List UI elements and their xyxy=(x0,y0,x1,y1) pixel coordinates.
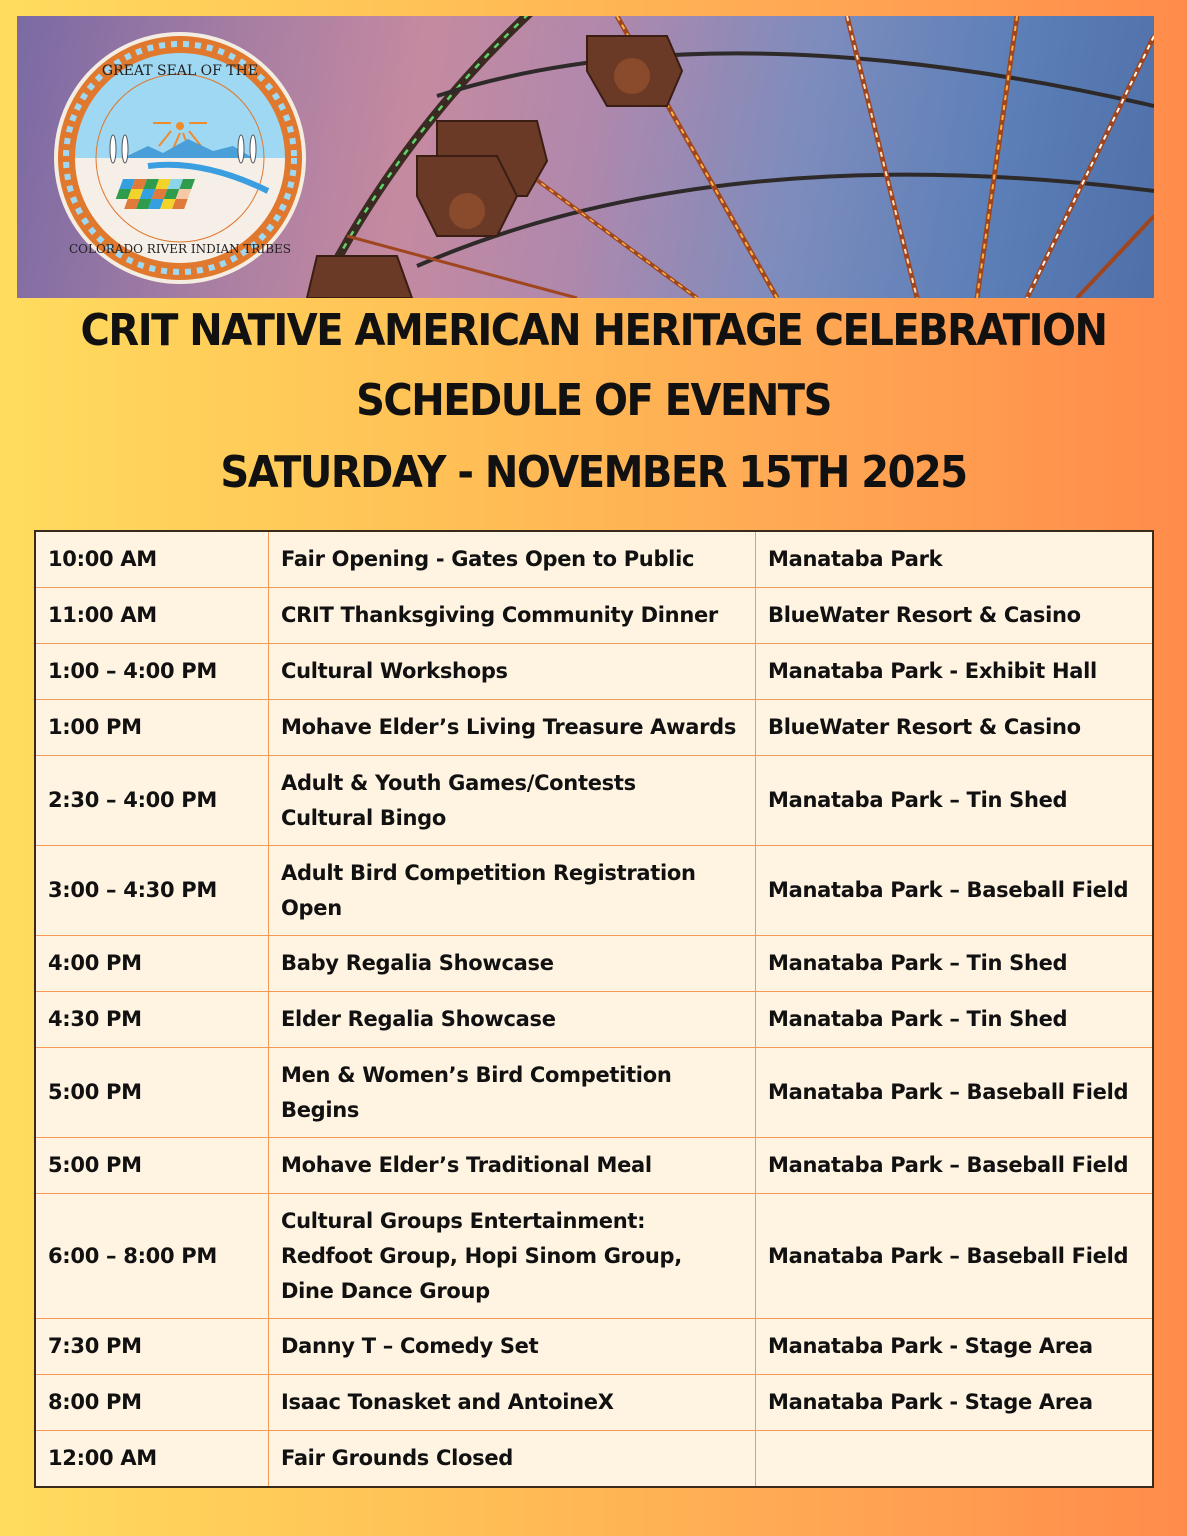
event-cell: Mohave Elder’s Living Treasure Awards xyxy=(269,700,756,756)
location-cell: Manataba Park - Stage Area xyxy=(756,1319,1154,1375)
location-cell xyxy=(756,1431,1154,1488)
location-cell: Manataba Park xyxy=(756,531,1154,588)
time-cell: 1:00 – 4:00 PM xyxy=(35,644,269,700)
event-line: Cultural Bingo xyxy=(281,805,446,830)
event-title: CRIT NATIVE AMERICAN HERITAGE CELEBRATION xyxy=(80,306,1107,356)
event-cell xyxy=(269,756,756,846)
time-cell: 10:00 AM xyxy=(35,531,269,588)
table-row xyxy=(35,1319,1153,1375)
location-cell: Manataba Park – Tin Shed xyxy=(756,992,1154,1048)
event-line: Dine Dance Group xyxy=(281,1278,490,1303)
schedule-table xyxy=(34,530,1154,1488)
table-row xyxy=(35,588,1153,644)
event-date: SATURDAY - NOVEMBER 15TH 2025 xyxy=(220,448,967,498)
location-cell: Manataba Park – Tin Shed xyxy=(756,936,1154,992)
event-cell xyxy=(269,1194,756,1319)
time-cell: 6:00 – 8:00 PM xyxy=(35,1194,269,1319)
table-row xyxy=(35,756,1153,846)
event-cell: Baby Regalia Showcase xyxy=(269,936,756,992)
location-cell: Manataba Park – Baseball Field xyxy=(756,1138,1154,1194)
location-cell: Manataba Park – Baseball Field xyxy=(756,1048,1154,1138)
event-cell: Isaac Tonasket and AntoineX xyxy=(269,1375,756,1431)
tribal-seal-logo xyxy=(53,31,307,285)
event-cell: Cultural Workshops xyxy=(269,644,756,700)
location-cell: Manataba Park - Stage Area xyxy=(756,1375,1154,1431)
event-cell: CRIT Thanksgiving Community Dinner xyxy=(269,588,756,644)
time-cell: 5:00 PM xyxy=(35,1048,269,1138)
location-cell: Manataba Park – Baseball Field xyxy=(756,846,1154,936)
time-cell: 4:00 PM xyxy=(35,936,269,992)
time-cell: 7:30 PM xyxy=(35,1319,269,1375)
event-line: Cultural Groups Entertainment: xyxy=(281,1208,646,1233)
table-row xyxy=(35,1048,1153,1138)
time-cell: 4:30 PM xyxy=(35,992,269,1048)
event-line: Adult & Youth Games/Contests xyxy=(281,770,636,795)
svg-text:COLORADO RIVER INDIAN TRIBES: COLORADO RIVER INDIAN TRIBES xyxy=(68,242,292,256)
table-row xyxy=(35,1375,1153,1431)
event-cell: Fair Grounds Closed xyxy=(269,1431,756,1488)
event-cell: Mohave Elder’s Traditional Meal xyxy=(269,1138,756,1194)
location-cell: Manataba Park – Tin Shed xyxy=(756,756,1154,846)
event-line: Begins xyxy=(281,1097,360,1122)
time-cell: 1:00 PM xyxy=(35,700,269,756)
event-line: Open xyxy=(281,895,342,920)
header-banner xyxy=(17,16,1154,298)
event-line: Redfoot Group, Hopi Sinom Group, xyxy=(281,1243,682,1268)
location-cell: Manataba Park - Exhibit Hall xyxy=(756,644,1154,700)
table-row xyxy=(35,1431,1153,1488)
table-row xyxy=(35,700,1153,756)
time-cell: 8:00 PM xyxy=(35,1375,269,1431)
event-cell: Danny T – Comedy Set xyxy=(269,1319,756,1375)
table-row xyxy=(35,1138,1153,1194)
table-row xyxy=(35,936,1153,992)
table-row xyxy=(35,531,1153,588)
schedule-subtitle: SCHEDULE OF EVENTS xyxy=(356,376,831,426)
event-cell: Fair Opening - Gates Open to Public xyxy=(269,531,756,588)
event-line: Men & Women’s Bird Competition xyxy=(281,1062,672,1087)
time-cell: 2:30 – 4:00 PM xyxy=(35,756,269,846)
time-cell: 11:00 AM xyxy=(35,588,269,644)
event-cell xyxy=(269,846,756,936)
location-cell: Manataba Park – Baseball Field xyxy=(756,1194,1154,1319)
time-cell: 12:00 AM xyxy=(35,1431,269,1488)
event-cell: Elder Regalia Showcase xyxy=(269,992,756,1048)
table-row xyxy=(35,992,1153,1048)
table-row xyxy=(35,846,1153,936)
table-row xyxy=(35,1194,1153,1319)
event-cell xyxy=(269,1048,756,1138)
time-cell: 5:00 PM xyxy=(35,1138,269,1194)
time-cell: 3:00 – 4:30 PM xyxy=(35,846,269,936)
event-line: Adult Bird Competition Registration xyxy=(281,860,696,885)
table-row xyxy=(35,644,1153,700)
svg-text:GREAT SEAL OF THE: GREAT SEAL OF THE xyxy=(101,63,259,79)
location-cell: BlueWater Resort & Casino xyxy=(756,700,1154,756)
location-cell: BlueWater Resort & Casino xyxy=(756,588,1154,644)
